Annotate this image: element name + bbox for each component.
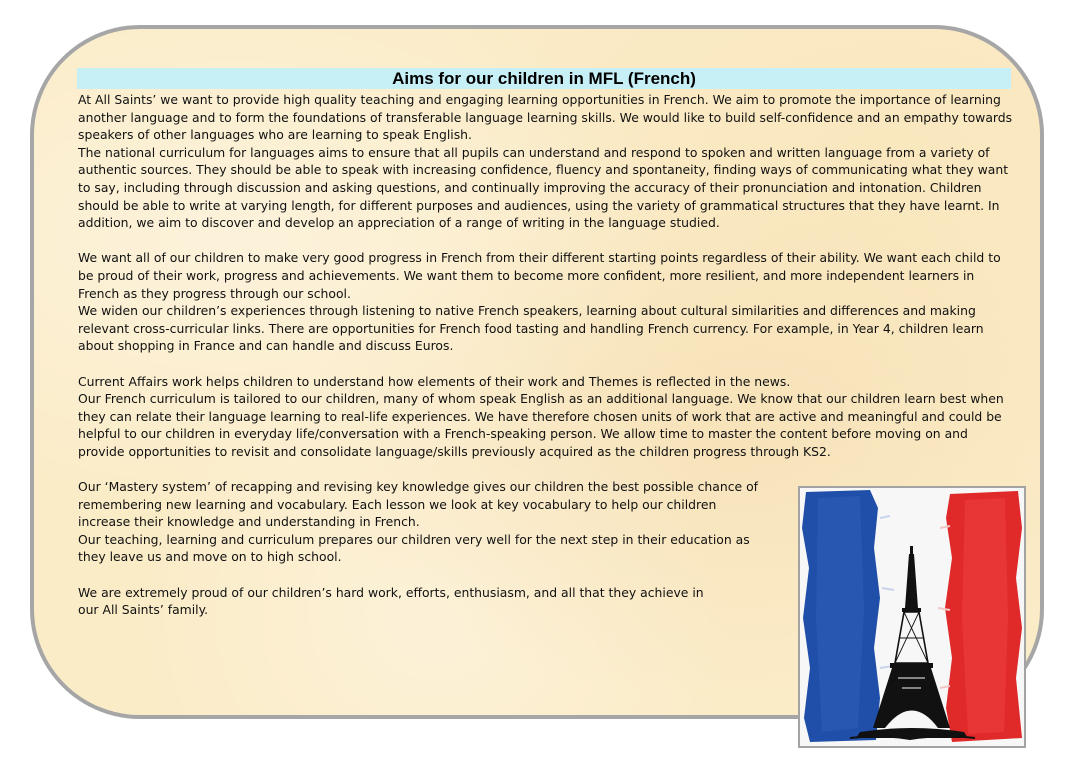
paragraph: Our teaching, learning and curriculum prepares our children very well for the next step in their education as they leave us and move on to high school. xyxy=(78,531,750,565)
paragraph: The national curriculum for languages aims to ensure that all pupils can understand and respond to spoken and written language from a variety of authentic sources. They should be able to speak with increasing confidence, fluency and spontaneity, finding ways of communicating what they want to say, including through discussion and asking questions, and continually improving the accuracy of their pronunciation and intonation. Children should be able to write at varying length, for different purposes and audiences, using the variety of grammatical structures that they have learnt. In addition, we aim to discover and develop an appreciation of a range of writing in the language studied. xyxy=(78,144,1009,231)
paragraph: We widen our children’s experiences through listening to native French speakers, learning about cultural similarities and differences and making relevant cross-curricular links. There are opportunities for French food tasting and handling French currency. For example, in Year 4, children learn about shopping in France and can handle and discuss Euros. xyxy=(78,303,984,354)
paragraph: Our French curriculum is tailored to our children, many of whom speak English as an additional language. We know that our children learn best when they can relate their language learning to real-life experiences. We have therefore chosen units of work that are active and meaningful and could be helpful to our children in everyday life/conversation with a French-speaking person. We allow time to master the content before moving on and provide opportunities to revisit and consolidate language/skills previously acquired as the children progress through KS2. xyxy=(78,391,1004,459)
paragraph-gap xyxy=(78,232,1013,250)
paragraph: Current Affairs work helps children to understand how elements of their work and Themes is reflected in the news. xyxy=(78,373,791,389)
page-title: Aims for our children in MFL (French) xyxy=(77,68,1011,89)
paragraph: We are extremely proud of our children’s hard work, efforts, enthusiasm, and all that they achieve in our All Saints’ family. xyxy=(78,584,704,618)
paragraph: Our ‘Mastery system’ of recapping and revising key knowledge gives our children the best possible chance of remembering new learning and vocabulary. Each lesson we look at key vocabulary to help our children increase their knowledge and understanding in French. xyxy=(78,479,759,530)
paragraph: At All Saints’ we want to provide high quality teaching and engaging learning opportunities in French. We aim to promote the importance of learning another language and to form the foundations of transferable language learning skills. We would like to build self-confidence and an empathy towards speakers of other languages who are learning to speak English. xyxy=(78,92,1013,143)
paragraph: We want all of our children to make very good progress in French from their different starting points regardless of their ability. We want each child to be proud of their work, progress and achievements. We want them to become more confident, more resilient, and more independent learners in French as they progress through our school. xyxy=(78,250,1001,301)
paragraph-gap xyxy=(78,460,1013,478)
paragraph-gap xyxy=(78,355,1013,373)
eiffel-tower-french-flag-icon xyxy=(798,486,1026,748)
